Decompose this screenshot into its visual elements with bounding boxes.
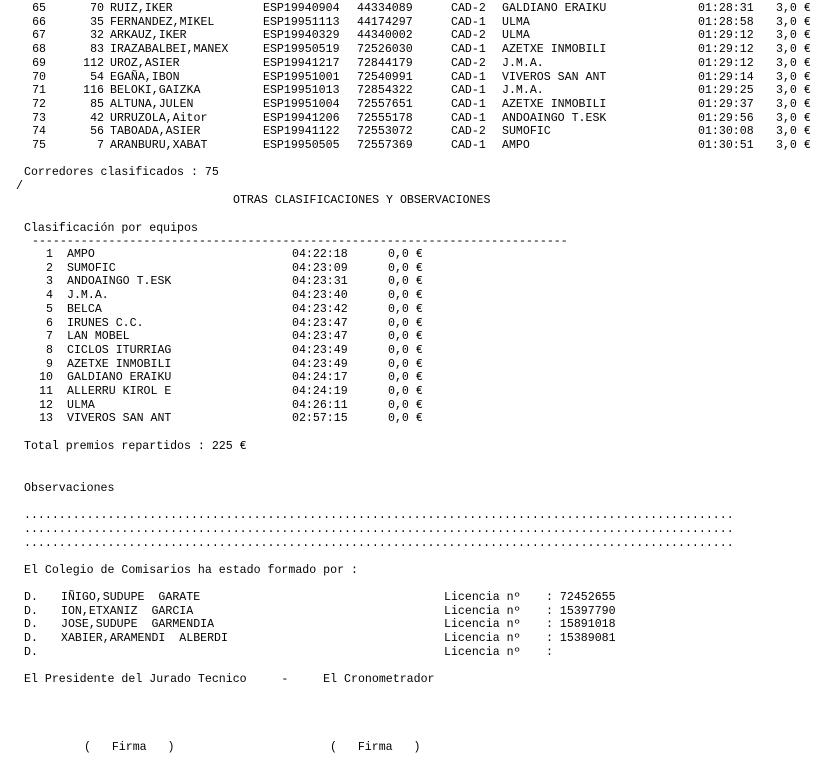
team-position: 6	[46, 316, 53, 330]
rider-position: 70	[32, 70, 46, 84]
commissary-license-label: Licencia nº	[444, 645, 521, 659]
commissary-license-label: Licencia nº	[444, 618, 521, 632]
rider-prize: 3,0 €	[776, 97, 811, 111]
observation-line-3: ......................................................................................................	[24, 537, 734, 550]
rider-license: 72844179	[357, 56, 413, 70]
team-time: 04:23:09	[292, 261, 348, 275]
team-time: 04:24:17	[292, 371, 348, 385]
slash-mark: /	[16, 180, 23, 193]
team-prize: 0,0 €	[388, 343, 423, 357]
team-position: 5	[46, 302, 53, 316]
team-position: 12	[39, 398, 53, 412]
team-position: 8	[46, 343, 53, 357]
rider-position: 69	[32, 56, 46, 70]
rider-name: IRAZABALBEI,MANEX	[110, 43, 229, 57]
commissary-license-number: : 15397790	[546, 604, 616, 618]
rider-prize: 3,0 €	[776, 56, 811, 70]
team-time: 04:23:49	[292, 357, 348, 371]
team-time: 04:23:40	[292, 289, 348, 303]
commissary-prefix: D.	[24, 645, 38, 659]
rider-bib: 83	[90, 43, 104, 57]
team-time: 04:23:47	[292, 330, 348, 344]
rider-time: 01:29:14	[698, 70, 754, 84]
rider-time: 01:28:58	[698, 15, 754, 29]
team-position: 3	[46, 275, 53, 289]
team-time: 04:22:18	[292, 248, 348, 261]
commissary-name: JOSE,SUDUPE GARMENDIA	[61, 618, 215, 632]
rider-license: 72557651	[357, 97, 413, 111]
rider-name: UROZ,ASIER	[110, 56, 180, 70]
other-classifications-title: OTRAS CLASIFICACIONES Y OBSERVACIONES	[233, 194, 491, 207]
rider-bib: 85	[90, 97, 104, 111]
rider-license: 44340002	[357, 29, 413, 43]
rider-category: CAD-1	[451, 97, 486, 111]
team-name: J.M.A.	[67, 289, 109, 303]
rider-bib: 70	[90, 2, 104, 15]
rider-category: CAD-1	[451, 84, 486, 98]
team-name: LAN MOBEL	[67, 330, 130, 344]
team-name: IRUNES C.C.	[67, 316, 144, 330]
rider-uci-code: ESP19941217	[263, 56, 340, 70]
rider-position: 73	[32, 111, 46, 125]
dash-separator: -----------------------------------------------------------------------------	[32, 235, 568, 248]
commissary-license-label: Licencia nº	[444, 632, 521, 646]
rider-team: AMPO	[502, 139, 530, 152]
rider-bib: 32	[90, 29, 104, 43]
team-name: ALLERRU KIROL E	[67, 385, 172, 398]
rider-bib: 116	[83, 84, 104, 98]
rider-team: ANDOAINGO T.ESK	[502, 111, 607, 125]
team-prize: 0,0 €	[388, 371, 423, 385]
team-position: 2	[46, 261, 53, 275]
rider-team: ULMA	[502, 15, 530, 29]
team-name: GALDIANO ERAIKU	[67, 371, 172, 385]
rider-prize: 3,0 €	[776, 43, 811, 57]
commissary-name: ION,ETXANIZ GARCIA	[61, 604, 194, 618]
team-time: 04:23:42	[292, 302, 348, 316]
rider-position: 67	[32, 29, 46, 43]
team-prize: 0,0 €	[388, 248, 423, 261]
team-prize: 0,0 €	[388, 412, 423, 426]
commissary-prefix: D.	[24, 632, 38, 646]
team-name: AZETXE INMOBILI	[67, 357, 172, 371]
team-time: 04:24:19	[292, 385, 348, 398]
rider-uci-code: ESP19951013	[263, 84, 340, 98]
rider-uci-code: ESP19951004	[263, 97, 340, 111]
signature-president: ( Firma )	[84, 741, 175, 754]
signature-timekeeper: ( Firma )	[330, 741, 421, 754]
rider-team: J.M.A.	[502, 56, 544, 70]
rider-name: EGAÑA,IBON	[110, 70, 180, 84]
rider-category: CAD-1	[451, 139, 486, 152]
commissary-license-number: : 15891018	[546, 618, 616, 632]
team-prize: 0,0 €	[388, 357, 423, 371]
team-position: 9	[46, 357, 53, 371]
commissary-prefix: D.	[24, 618, 38, 632]
commissary-license-label: Licencia nº	[444, 604, 521, 618]
rider-uci-code: ESP19941122	[263, 125, 340, 139]
signatures-line: El Presidente del Jurado Tecnico - El Cronometrador	[24, 673, 435, 686]
rider-position: 75	[32, 139, 46, 152]
team-position: 11	[39, 385, 53, 398]
commissary-name: IÑIGO,SUDUPE GARATE	[61, 591, 201, 604]
classified-count: Corredores clasificados : 75	[24, 166, 219, 179]
rider-uci-code: ESP19951113	[263, 15, 340, 29]
rider-position: 72	[32, 97, 46, 111]
rider-prize: 3,0 €	[776, 125, 811, 139]
rider-license: 44174297	[357, 15, 413, 29]
rider-team: ULMA	[502, 29, 530, 43]
observation-line-1: ......................................................................................................	[24, 509, 734, 522]
rider-team: AZETXE INMOBILI	[502, 97, 607, 111]
team-prize: 0,0 €	[388, 330, 423, 344]
team-classification-title: Clasificación por equipos	[24, 222, 198, 235]
rider-license: 72555178	[357, 111, 413, 125]
observations-title: Observaciones	[24, 482, 115, 495]
total-prizes: Total premios repartidos : 225 €	[24, 440, 247, 453]
rider-position: 65	[32, 2, 46, 15]
rider-uci-code: ESP19940904	[263, 2, 340, 15]
commissary-name: XABIER,ARAMENDI ALBERDI	[61, 632, 228, 646]
rider-prize: 3,0 €	[776, 2, 811, 15]
commissary-prefix: D.	[24, 604, 38, 618]
rider-prize: 3,0 €	[776, 139, 811, 152]
rider-prize: 3,0 €	[776, 15, 811, 29]
commissary-license-number: :	[546, 645, 553, 659]
rider-uci-code: ESP19950505	[263, 139, 340, 152]
team-time: 04:23:49	[292, 343, 348, 357]
rider-position: 71	[32, 84, 46, 98]
rider-time: 01:29:12	[698, 29, 754, 43]
team-name: BELCA	[67, 302, 102, 316]
rider-uci-code: ESP19940329	[263, 29, 340, 43]
team-prize: 0,0 €	[388, 275, 423, 289]
rider-team: J.M.A.	[502, 84, 544, 98]
team-name: AMPO	[67, 248, 95, 261]
rider-time: 01:29:12	[698, 56, 754, 70]
team-time: 04:26:11	[292, 398, 348, 412]
rider-prize: 3,0 €	[776, 84, 811, 98]
commissary-license-number: : 15389081	[546, 632, 616, 646]
rider-position: 68	[32, 43, 46, 57]
team-prize: 0,0 €	[388, 302, 423, 316]
rider-category: CAD-1	[451, 111, 486, 125]
rider-name: ARANBURU,XABAT	[110, 139, 208, 152]
team-name: ULMA	[67, 398, 95, 412]
rider-bib: 42	[90, 111, 104, 125]
rider-license: 44334089	[357, 2, 413, 15]
team-time: 02:57:15	[292, 412, 348, 426]
rider-bib: 56	[90, 125, 104, 139]
rider-time: 01:29:25	[698, 84, 754, 98]
rider-bib: 112	[83, 56, 104, 70]
rider-name: ALTUNA,JULEN	[110, 97, 194, 111]
team-prize: 0,0 €	[388, 385, 423, 398]
team-name: SUMOFIC	[67, 261, 116, 275]
rider-team: GALDIANO ERAIKU	[502, 2, 607, 15]
rider-bib: 7	[97, 139, 104, 152]
rider-prize: 3,0 €	[776, 70, 811, 84]
team-position: 13	[39, 412, 53, 426]
team-time: 04:23:47	[292, 316, 348, 330]
commissaries-title: El Colegio de Comisarios ha estado formado por :	[24, 564, 358, 577]
rider-category: CAD-1	[451, 43, 486, 57]
rider-license: 72540991	[357, 70, 413, 84]
rider-prize: 3,0 €	[776, 111, 811, 125]
rider-prize: 3,0 €	[776, 29, 811, 43]
observation-line-2: ......................................................................................................	[24, 523, 734, 536]
rider-bib: 54	[90, 70, 104, 84]
team-position: 1	[46, 248, 53, 261]
commissary-license-number: : 72452655	[546, 591, 616, 604]
rider-uci-code: ESP19950519	[263, 43, 340, 57]
commissary-license-label: Licencia nº	[444, 591, 521, 604]
team-name: ANDOAINGO T.ESK	[67, 275, 172, 289]
rider-team: VIVEROS SAN ANT	[502, 70, 607, 84]
rider-position: 74	[32, 125, 46, 139]
rider-category: CAD-2	[451, 56, 486, 70]
rider-name: URRUZOLA,Aitor	[110, 111, 208, 125]
rider-uci-code: ESP19941206	[263, 111, 340, 125]
team-prize: 0,0 €	[388, 261, 423, 275]
rider-team: AZETXE INMOBILI	[502, 43, 607, 57]
team-prize: 0,0 €	[388, 289, 423, 303]
team-name: CICLOS ITURRIAG	[67, 343, 172, 357]
team-name: VIVEROS SAN ANT	[67, 412, 172, 426]
rider-license: 72854322	[357, 84, 413, 98]
team-prize: 0,0 €	[388, 398, 423, 412]
rider-license: 72557369	[357, 139, 413, 152]
team-position: 7	[46, 330, 53, 344]
rider-name: FERNANDEZ,MIKEL	[110, 15, 215, 29]
rider-bib: 35	[90, 15, 104, 29]
rider-uci-code: ESP19951001	[263, 70, 340, 84]
rider-time: 01:28:31	[698, 2, 754, 15]
rider-license: 72526030	[357, 43, 413, 57]
rider-category: CAD-1	[451, 15, 486, 29]
rider-category: CAD-2	[451, 29, 486, 43]
rider-category: CAD-2	[451, 125, 486, 139]
rider-time: 01:30:08	[698, 125, 754, 139]
rider-license: 72553072	[357, 125, 413, 139]
rider-name: ARKAUZ,IKER	[110, 29, 187, 43]
rider-team: SUMOFIC	[502, 125, 551, 139]
rider-time: 01:29:12	[698, 43, 754, 57]
rider-category: CAD-1	[451, 70, 486, 84]
rider-name: TABOADA,ASIER	[110, 125, 201, 139]
rider-time: 01:29:56	[698, 111, 754, 125]
rider-name: RUIZ,IKER	[110, 2, 173, 15]
rider-name: BELOKI,GAIZKA	[110, 84, 201, 98]
rider-position: 66	[32, 15, 46, 29]
rider-category: CAD-2	[451, 2, 486, 15]
rider-time: 01:29:37	[698, 97, 754, 111]
commissary-prefix: D.	[24, 591, 38, 604]
team-position: 10	[39, 371, 53, 385]
team-prize: 0,0 €	[388, 316, 423, 330]
rider-time: 01:30:51	[698, 139, 754, 152]
team-time: 04:23:31	[292, 275, 348, 289]
team-position: 4	[46, 289, 53, 303]
